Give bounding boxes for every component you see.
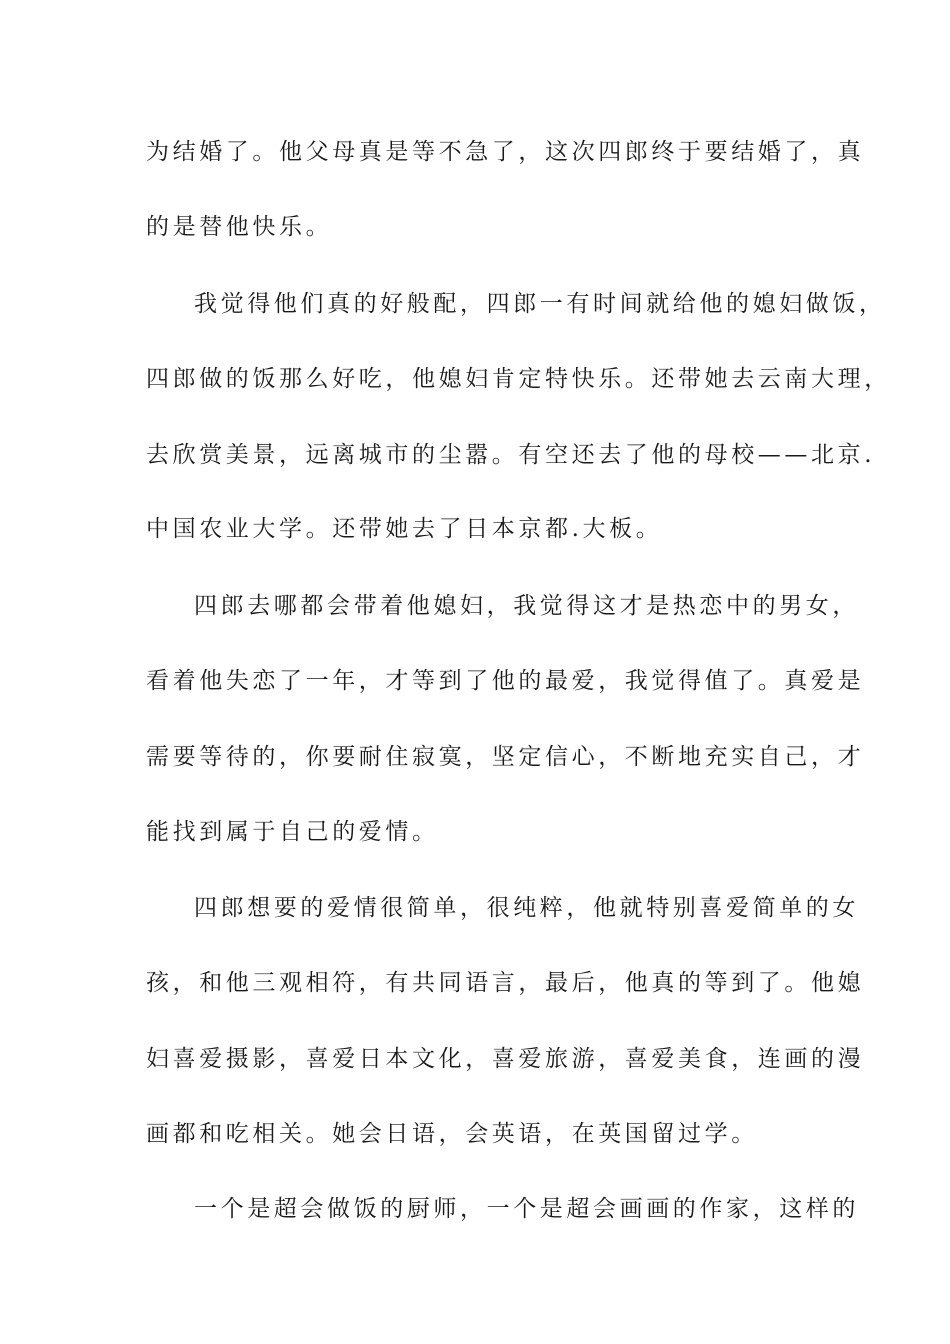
text-line-10: 能找到属于自己的爱情。 — [146, 819, 439, 845]
text-line-11: 四郎想要的爱情很简单，很纯粹，他就特别喜爱简单的女 — [194, 895, 859, 921]
text-line-15: 一个是超会做饭的厨师，一个是超会画画的作家，这样的 — [194, 1196, 859, 1222]
text-line-5: 去欣赏美景，远离城市的尘嚣。有空还去了他的母校——北京. — [146, 442, 876, 468]
text-line-8: 看着他失恋了一年，才等到了他的最爱，我觉得值了。真爱是 — [146, 668, 865, 694]
text-line-1: 为结婚了。他父母真是等不急了，这次四郎终于要结婚了，真 — [146, 139, 865, 165]
text-line-9: 需要等待的，你要耐住寂寞，坚定信心，不断地充实自己，才 — [146, 744, 865, 770]
text-line-14: 画都和吃相关。她会日语，会英语，在英国留过学。 — [146, 1121, 758, 1147]
text-line-4: 四郎做的饭那么好吃，他媳妇肯定特快乐。还带她去云南大理， — [146, 366, 891, 392]
text-line-2: 的是替他快乐。 — [146, 214, 333, 240]
text-line-3: 我觉得他们真的好般配，四郎一有时间就给他的媳妇做饭， — [194, 291, 886, 317]
text-line-6: 中国农业大学。还带她去了日本京都.大板。 — [146, 516, 663, 542]
text-line-13: 妇喜爱摄影，喜爱日本文化，喜爱旅游，喜爱美食，连画的漫 — [146, 1046, 865, 1072]
text-line-7: 四郎去哪都会带着他媳妇，我觉得这才是热恋中的男女， — [194, 593, 859, 619]
text-line-12: 孩，和他三观相符，有共同语言，最后，他真的等到了。他媳 — [146, 970, 865, 996]
